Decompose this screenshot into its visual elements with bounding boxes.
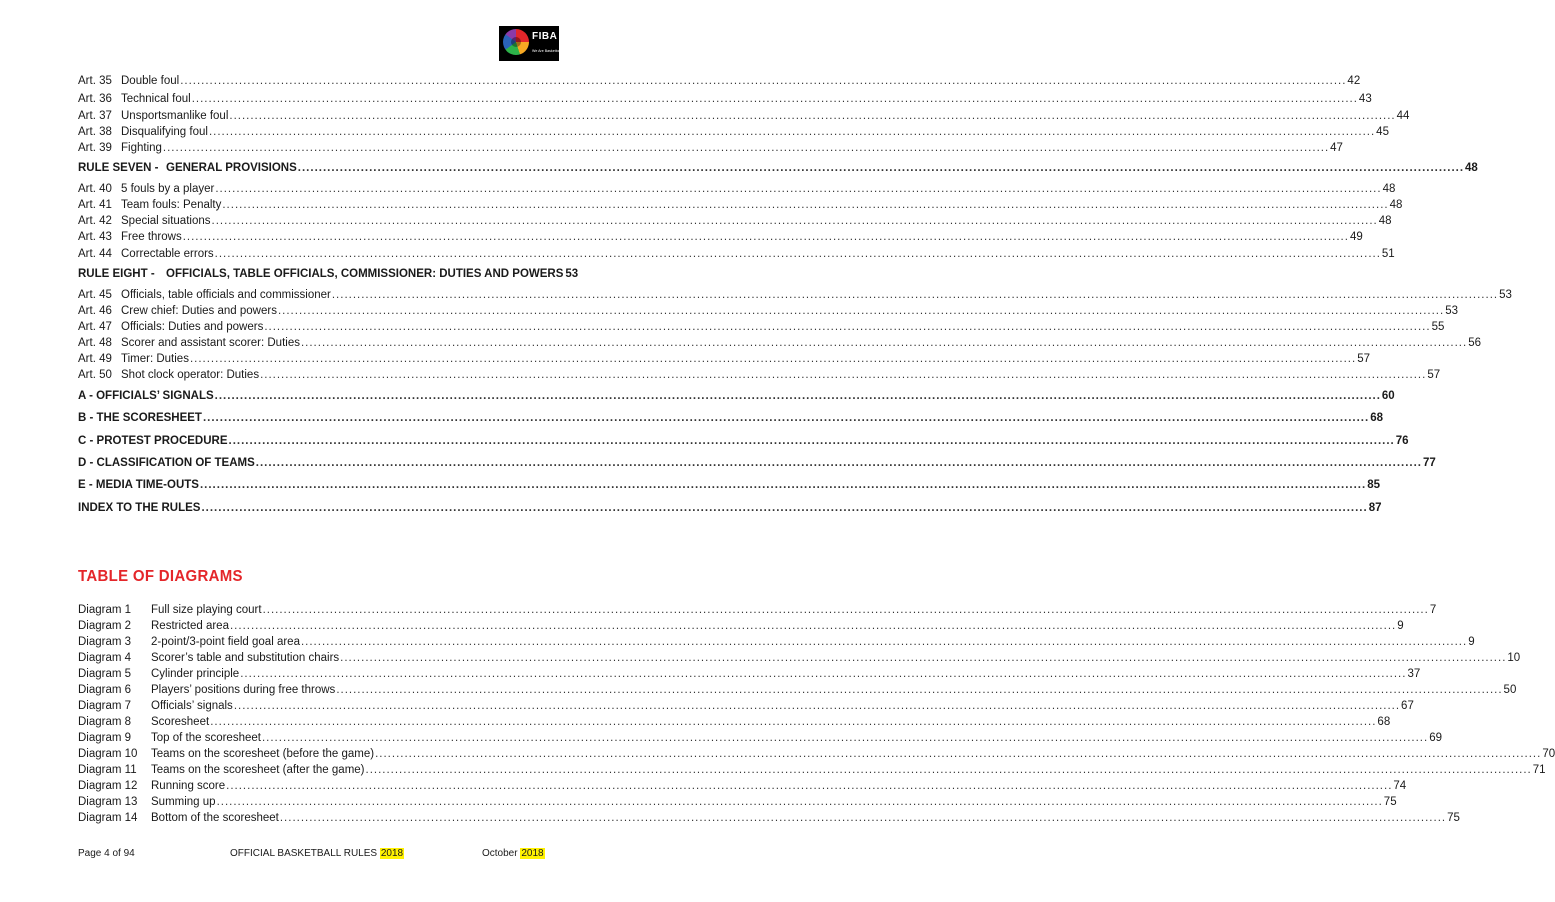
toc-title: Scorer and assistant scorer: Duties [121, 337, 300, 349]
toc-entry[interactable] [78, 351, 1370, 367]
toc-entry[interactable] [78, 229, 1363, 245]
leader-dots [298, 160, 1464, 176]
toc-title: Double foul [121, 75, 180, 87]
diagram-number: Diagram 13 [78, 796, 138, 808]
diagram-title: Teams on the scoresheet (after the game) [151, 764, 365, 776]
diagram-page: 71 [1532, 764, 1546, 776]
toc-entry[interactable] [78, 181, 1396, 197]
leader-dots [209, 124, 1375, 140]
toc-number: Art. 50 [78, 369, 112, 381]
diagram-entry[interactable] [78, 762, 1546, 778]
leader-dots [278, 303, 1444, 319]
diagram-entry[interactable] [78, 682, 1517, 698]
toc-number: Art. 40 [78, 183, 112, 195]
diagram-title: Players’ positions during free throws [151, 684, 336, 696]
toc-rule-heading[interactable] [78, 266, 579, 282]
toc-page: 56 [1468, 337, 1481, 349]
toc-title: 5 fouls by a player [121, 183, 215, 195]
diagram-number: Diagram 7 [78, 700, 132, 712]
toc-title: Correctable errors [121, 248, 214, 260]
leader-dots [264, 319, 1430, 335]
leader-dots [192, 91, 1358, 107]
section-title: A - OFFICIALS’ SIGNALS [78, 390, 214, 402]
diagram-title: 2-point/3-point field goal area [151, 636, 300, 648]
toc-title: Team fouls: Penalty [121, 199, 222, 211]
diagram-number: Diagram 3 [78, 636, 132, 648]
toc-entry[interactable] [78, 73, 1361, 89]
toc-page: 42 [1347, 75, 1361, 87]
section-title: C - PROTEST PROCEDURE [78, 435, 228, 447]
leader-dots [256, 455, 1422, 471]
diagram-page: 75 [1383, 796, 1397, 808]
toc-number: Art. 35 [78, 75, 112, 87]
leader-dots [229, 108, 1395, 124]
diagram-entry[interactable] [78, 730, 1442, 746]
toc-entry[interactable] [78, 287, 1512, 303]
leader-dots [366, 762, 1532, 778]
toc-entry[interactable] [78, 335, 1481, 351]
section-title: D - CLASSIFICATION OF TEAMS [78, 457, 255, 469]
section-page: 68 [1370, 412, 1383, 424]
rule-title: OFFICIALS, TABLE OFFICIALS, COMMISSIONER: DUTIES AND POWERS [166, 268, 564, 280]
leader-dots [163, 140, 1329, 156]
logo-tagline: We Are Basketball [532, 49, 562, 53]
toc-entry[interactable] [78, 91, 1372, 107]
leader-dots [180, 73, 1346, 89]
toc-section[interactable] [78, 410, 1383, 426]
section-title: E - MEDIA TIME-OUTS [78, 479, 199, 491]
leader-dots [375, 746, 1541, 762]
toc-number: Art. 47 [78, 321, 112, 333]
toc-number: Art. 42 [78, 215, 112, 227]
diagram-number: Diagram 2 [78, 620, 132, 632]
diagram-number: Diagram 14 [78, 812, 138, 824]
toc-entry[interactable] [78, 246, 1395, 262]
leader-dots [301, 634, 1467, 650]
toc-page: 57 [1427, 369, 1441, 381]
leader-dots [183, 229, 1349, 245]
diagram-page: 9 [1397, 620, 1404, 632]
leader-dots [280, 810, 1446, 826]
diagram-title: Teams on the scoresheet (before the game) [151, 748, 375, 760]
diagram-page: 37 [1407, 668, 1421, 680]
toc-number: Art. 41 [78, 199, 112, 211]
toc-page: 48 [1378, 215, 1392, 227]
leader-dots [201, 500, 1367, 516]
toc-page: 43 [1358, 93, 1372, 105]
toc-entry[interactable] [78, 124, 1389, 140]
leader-dots [210, 714, 1376, 730]
toc-page: 48 [1389, 199, 1403, 211]
leader-dots [240, 666, 1406, 682]
toc-section[interactable] [78, 433, 1409, 449]
diagram-entry[interactable] [78, 714, 1391, 730]
toc-title: Technical foul [121, 93, 191, 105]
logo-text: FIBA [532, 31, 558, 42]
toc-section[interactable] [78, 500, 1382, 516]
section-title: B - THE SCORESHEET [78, 412, 202, 424]
diagram-number: Diagram 12 [78, 780, 138, 792]
toc-page: 44 [1396, 110, 1410, 122]
leader-dots [226, 778, 1392, 794]
diagram-entry[interactable] [78, 746, 1555, 762]
diagram-page: 67 [1401, 700, 1414, 712]
toc-entry[interactable] [78, 213, 1392, 229]
toc-title: Officials: Duties and powers [121, 321, 264, 333]
diagram-entry[interactable] [78, 618, 1404, 634]
footer-title-year: 2018 [380, 848, 404, 859]
fiba-logo [499, 26, 562, 61]
toc-page: 57 [1357, 353, 1370, 365]
diagram-entry[interactable] [78, 602, 1437, 618]
diagram-title: Running score [151, 780, 226, 792]
diagram-page: 70 [1542, 748, 1555, 760]
diagram-page: 50 [1503, 684, 1517, 696]
toc-section[interactable] [78, 477, 1380, 493]
diagram-title: Scoresheet [151, 716, 210, 728]
diagram-number: Diagram 9 [78, 732, 132, 744]
toc-entry[interactable] [78, 197, 1403, 213]
toc-section[interactable] [78, 388, 1395, 404]
diagram-number: Diagram 4 [78, 652, 132, 664]
basketball-globe-icon [503, 29, 529, 55]
section-page: 60 [1381, 390, 1395, 402]
section-page: 87 [1368, 502, 1382, 514]
toc-title: Crew chief: Duties and powers [121, 305, 277, 317]
diagram-entry[interactable] [78, 634, 1475, 650]
toc-entry[interactable] [78, 303, 1458, 319]
diagram-title: Full size playing court [151, 604, 262, 616]
toc-title: Fighting [121, 142, 162, 154]
footer-title-text: OFFICIAL BASKETBALL RULES [230, 848, 380, 859]
leader-dots [190, 351, 1356, 367]
rule-number: RULE SEVEN - [78, 162, 159, 174]
toc-title: Officials, table officials and commissioner [121, 289, 331, 301]
diagram-number: Diagram 1 [78, 604, 132, 616]
diagram-title: Officials’ signals [151, 700, 233, 712]
leader-dots [217, 794, 1383, 810]
diagram-title: Summing up [151, 796, 216, 808]
toc-entry[interactable] [78, 319, 1445, 335]
leader-dots [212, 213, 1378, 229]
toc-page: 45 [1376, 126, 1389, 138]
leader-dots [222, 197, 1388, 213]
leader-dots [229, 433, 1395, 449]
toc-title: Timer: Duties [121, 353, 189, 365]
toc-page: 53 [1499, 289, 1512, 301]
diagram-number: Diagram 10 [78, 748, 138, 760]
diagram-number: Diagram 5 [78, 668, 132, 680]
toc-entry[interactable] [78, 108, 1410, 124]
toc-number: Art. 49 [78, 353, 112, 365]
leader-dots [215, 246, 1381, 262]
diagram-number: Diagram 8 [78, 716, 132, 728]
toc-page: 49 [1349, 231, 1363, 243]
toc-title: Special situations [121, 215, 211, 227]
diagram-page: 9 [1468, 636, 1475, 648]
toc-rule-heading[interactable] [78, 160, 1478, 176]
leader-dots [215, 388, 1381, 404]
toc-number: Art. 38 [78, 126, 112, 138]
leader-dots [301, 335, 1467, 351]
leader-dots [215, 181, 1381, 197]
toc-number: Art. 39 [78, 142, 112, 154]
diagram-entry[interactable] [78, 666, 1421, 682]
toc-page: 53 [1445, 305, 1458, 317]
toc-number: Art. 36 [78, 93, 112, 105]
leader-dots [200, 477, 1366, 493]
leader-dots [262, 730, 1428, 746]
diagram-title: Restricted area [151, 620, 229, 632]
leader-dots [340, 650, 1506, 666]
toc-number: Art. 48 [78, 337, 112, 349]
leader-dots [234, 698, 1400, 714]
toc-number: Art. 46 [78, 305, 112, 317]
diagram-entry[interactable] [78, 650, 1521, 666]
toc-number: Art. 43 [78, 231, 112, 243]
toc-number: Art. 44 [78, 248, 112, 260]
leader-dots [332, 287, 1498, 303]
footer-date-text: October [482, 848, 521, 859]
diagram-page: 75 [1447, 812, 1460, 824]
footer-date-year: 2018 [521, 848, 544, 859]
toc-title: Unsportsmanlike foul [121, 110, 229, 122]
section-page: 77 [1423, 457, 1436, 469]
diagram-page: 69 [1429, 732, 1442, 744]
toc-page: 51 [1381, 248, 1395, 260]
toc-title: Shot clock operator: Duties [121, 369, 260, 381]
toc-entry[interactable] [78, 367, 1441, 383]
leader-dots [263, 602, 1429, 618]
section-page: 85 [1367, 479, 1380, 491]
diagram-entry[interactable] [78, 810, 1460, 826]
footer-date [482, 847, 545, 861]
leader-dots [336, 682, 1502, 698]
toc-number: Art. 37 [78, 110, 112, 122]
toc-entry[interactable] [78, 140, 1343, 156]
rule-title: GENERAL PROVISIONS [166, 162, 297, 174]
toc-title: Free throws [121, 231, 182, 243]
toc-page: 48 [1382, 183, 1396, 195]
rule-page: 53 [565, 268, 579, 280]
diagrams-heading: TABLE OF DIAGRAMS [78, 567, 243, 586]
diagram-entry[interactable] [78, 794, 1397, 810]
toc-title: Disqualifying foul [121, 126, 208, 138]
rule-number: RULE EIGHT - [78, 268, 155, 280]
diagram-title: Bottom of the scoresheet [151, 812, 279, 824]
diagram-page: 10 [1507, 652, 1521, 664]
toc-section[interactable] [78, 455, 1436, 471]
section-title: INDEX TO THE RULES [78, 502, 201, 514]
toc-page: 55 [1431, 321, 1445, 333]
toc-page: 47 [1330, 142, 1343, 154]
leader-dots [260, 367, 1426, 383]
leader-dots [230, 618, 1396, 634]
diagram-page: 68 [1377, 716, 1391, 728]
diagram-title: Top of the scoresheet [151, 732, 261, 744]
diagram-entry[interactable] [78, 698, 1414, 714]
footer-page-number: Page 4 of 94 [78, 848, 135, 859]
diagram-title: Scorer’s table and substitution chairs [151, 652, 340, 664]
diagram-number: Diagram 11 [78, 764, 137, 776]
diagram-page: 74 [1393, 780, 1407, 792]
leader-dots [203, 410, 1369, 426]
diagram-title: Cylinder principle [151, 668, 240, 680]
diagram-number: Diagram 6 [78, 684, 132, 696]
rule-page: 48 [1465, 162, 1478, 174]
diagram-page: 7 [1429, 604, 1437, 616]
footer-title [230, 847, 404, 861]
toc-number: Art. 45 [78, 289, 112, 301]
section-page: 76 [1395, 435, 1409, 447]
diagram-entry[interactable] [78, 778, 1407, 794]
